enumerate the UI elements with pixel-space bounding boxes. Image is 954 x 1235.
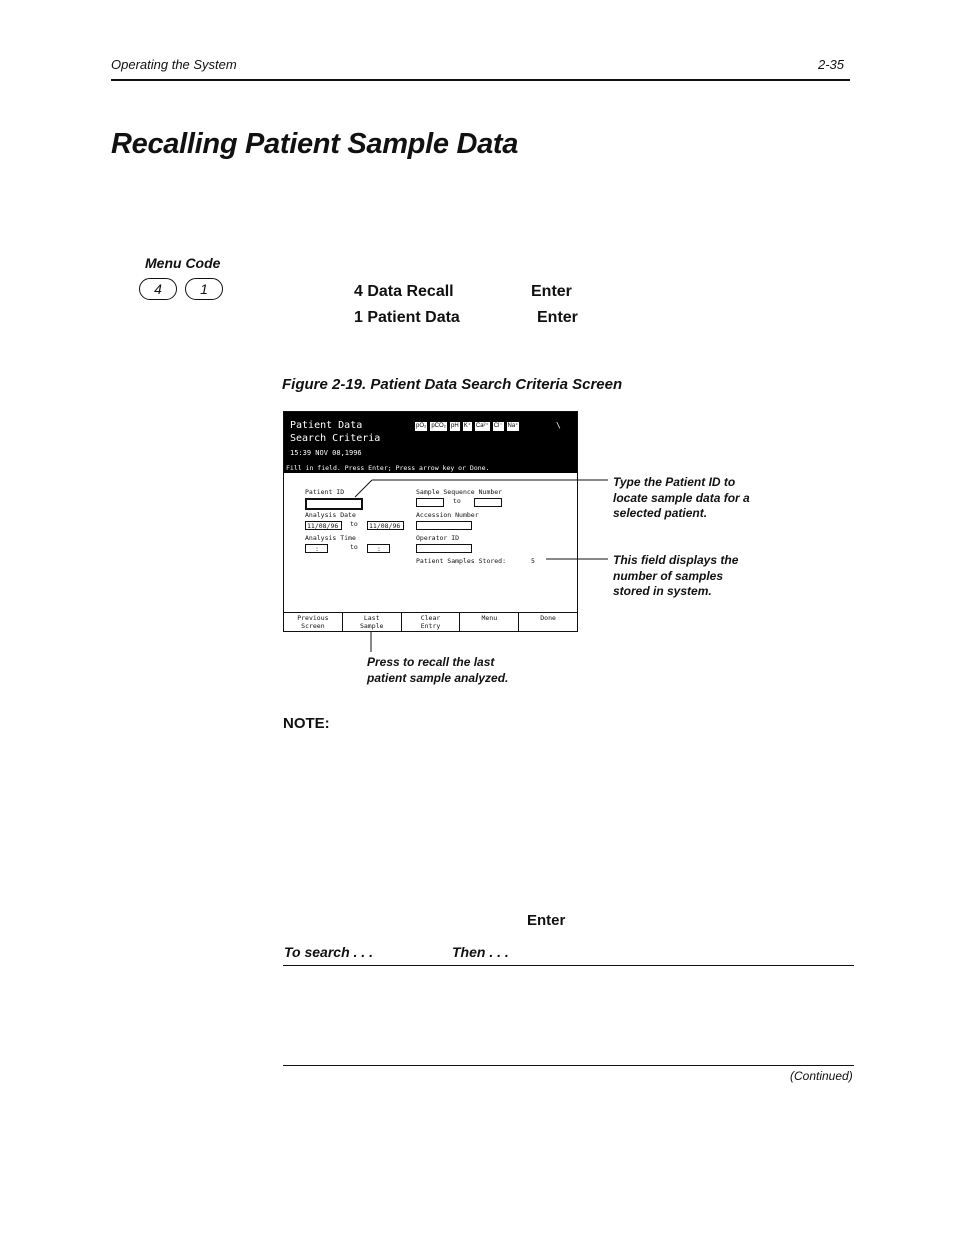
analyte-ca: Ca²⁺ — [474, 421, 491, 432]
step-item-data-recall: 4 Data Recall — [354, 283, 454, 300]
softkey-clear-entry[interactable]: Clear Entry — [401, 612, 460, 631]
enter-key-label: Enter — [527, 912, 566, 929]
analyte-k: K⁺ — [462, 421, 473, 432]
screen-instruction: Fill in field. Press Enter; Press arrow key or Done. — [286, 464, 490, 472]
date-from-field[interactable]: 11/08/96 — [305, 521, 342, 530]
sample-sequence-label: Sample Sequence Number — [416, 488, 503, 496]
page-title: Recalling Patient Sample Data — [111, 128, 519, 160]
menu-code-label: Menu Code — [145, 255, 221, 271]
analyte-cl: Cl⁻ — [492, 421, 505, 432]
analyte-ph: pH — [449, 421, 461, 432]
softkey-menu[interactable]: Menu — [459, 612, 518, 631]
callout-samples-stored: This field displays the number of samples stored in system. — [613, 553, 739, 598]
leader-patient-id-diagonal — [355, 480, 372, 497]
samples-stored-value: 5 — [531, 557, 535, 565]
date-to-field[interactable]: 11/08/96 — [367, 521, 404, 530]
step-action-enter-2: Enter — [537, 309, 578, 326]
table-header-rule — [283, 965, 854, 966]
analysis-date-label: Analysis Date — [305, 511, 356, 519]
softkey-previous-screen[interactable]: Previous Screen — [284, 612, 342, 631]
figure-caption: Figure 2-19. Patient Data Search Criteria Screen — [282, 376, 623, 393]
date-to-label: to — [350, 520, 358, 528]
analyte-na: Na⁺ — [506, 421, 521, 432]
time-to-field[interactable]: : — [367, 544, 390, 553]
time-from-field[interactable]: : — [305, 544, 328, 553]
callout-last-sample: Press to recall the last patient sample analyzed. — [367, 655, 509, 685]
time-to-label: to — [350, 543, 358, 551]
screen-title-line2: Search Criteria — [290, 433, 381, 444]
page-number: 2-35 — [818, 57, 845, 72]
screen-corner-mark: \ — [556, 421, 561, 430]
softkey-done[interactable]: Done — [518, 612, 577, 631]
analysis-time-label: Analysis Time — [305, 534, 356, 542]
step-item-patient-data: 1 Patient Data — [354, 309, 460, 326]
softkey-last-sample[interactable]: Last Sample — [342, 612, 401, 631]
callout-patient-id: Type the Patient ID to locate sample data for a selected patient. — [613, 475, 750, 520]
analyte-po2: pO₂ — [414, 421, 428, 432]
patient-id-label: Patient ID — [305, 488, 345, 496]
table-header-to-search: To search . . . — [284, 944, 373, 960]
samples-stored-label: Patient Samples Stored: — [416, 557, 507, 565]
screen-datetime: 15:39 NOV 08,1996 — [290, 449, 362, 457]
continued-label: (Continued) — [790, 1069, 853, 1083]
running-header-section: Operating the System — [111, 57, 237, 72]
step-action-enter-1: Enter — [531, 283, 572, 300]
menu-key-1: 1 — [185, 278, 223, 300]
note-label: NOTE: — [283, 715, 330, 732]
table-bottom-rule — [283, 1065, 854, 1066]
sequence-to-label: to — [453, 497, 461, 505]
accession-label: Accession Number — [416, 511, 479, 519]
analyte-pco2: pCO₂ — [429, 421, 448, 432]
menu-key-4: 4 — [139, 278, 177, 300]
table-header-then: Then . . . — [452, 944, 509, 960]
screen-title-line1: Patient Data — [290, 420, 363, 431]
operator-id-label: Operator ID — [416, 534, 460, 542]
